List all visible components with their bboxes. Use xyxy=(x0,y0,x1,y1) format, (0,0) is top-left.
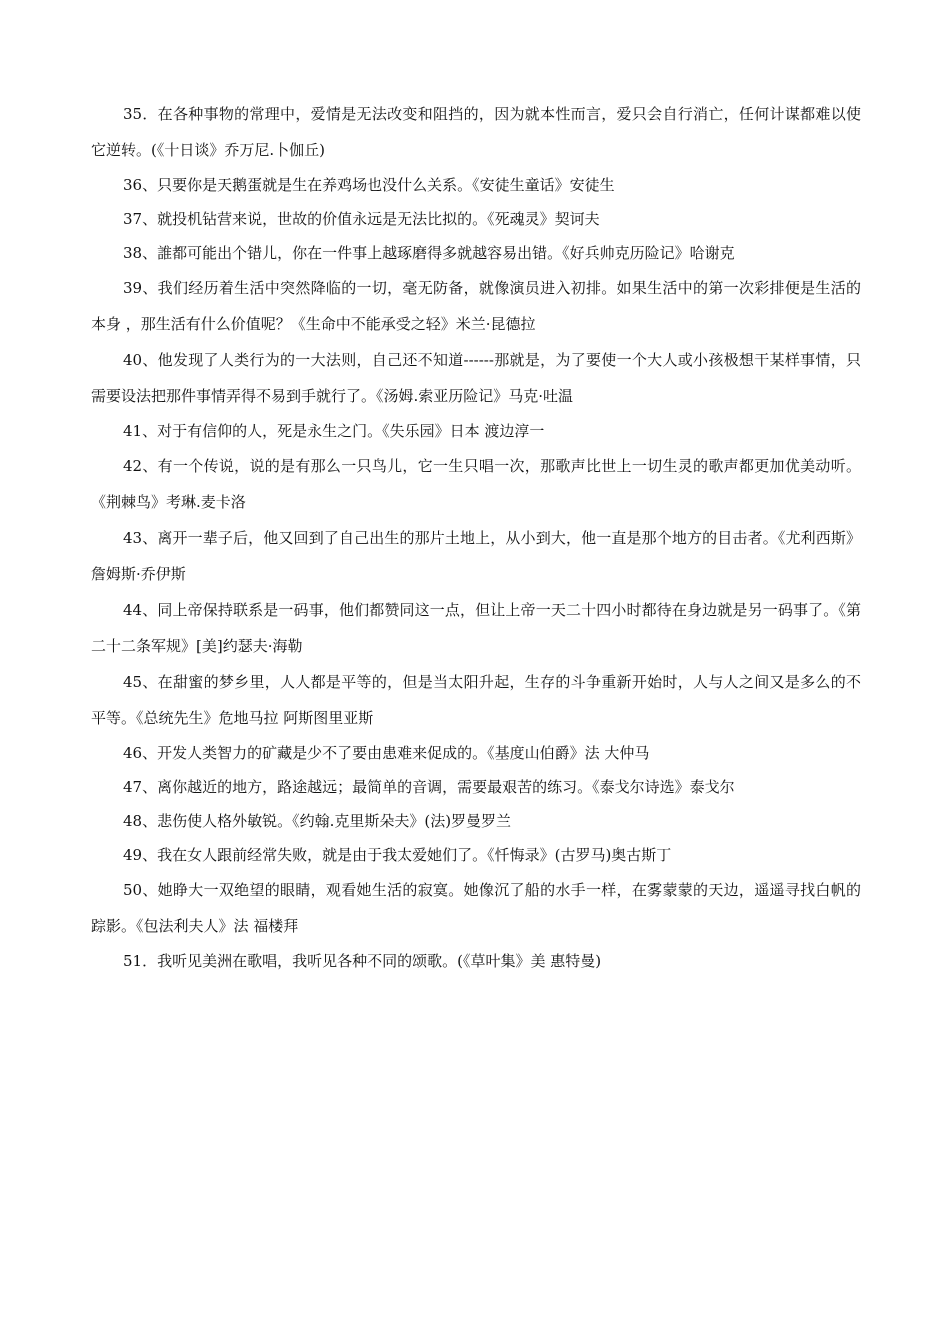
quote-43: 43、离开一辈子后，他又回到了自己出生的那片土地上，从小到大，他一直是那个地方的目击者。《尤利西斯》詹姆斯·乔伊斯 xyxy=(91,529,861,583)
quote-list xyxy=(91,96,861,978)
quote-37: 37、就投机钻营来说，世故的价值永远是无法比拟的。《死魂灵》契诃夫 xyxy=(123,210,600,228)
quote-36: 36、只要你是天鹅蛋就是生在养鸡场也没什么关系。《安徒生童话》安徒生 xyxy=(123,176,615,194)
quote-38: 38、誰都可能出个错儿，你在一件事上越琢磨得多就越容易出错。《好兵帅克历险记》哈谢克 xyxy=(123,244,735,262)
quote-46: 46、开发人类智力的矿藏是少不了要由患难来促成的。《基度山伯爵》法 大仲马 xyxy=(123,744,650,762)
quote-44: 44、同上帝保持联系是一码事，他们都赞同这一点，但让上帝一天二十四小时都待在身边就是另一码事了。《第二十二条军规》[美]约瑟夫·海勒 xyxy=(91,601,861,655)
quote-49: 49、我在女人跟前经常失败，就是由于我太爱她们了。《忏悔录》(古罗马)奥古斯丁 xyxy=(123,846,672,864)
quote-41: 41、对于有信仰的人，死是永生之门。《失乐园》日本 渡边淳一 xyxy=(123,422,545,440)
quote-39: 39、我们经历着生活中突然降临的一切，毫无防备，就像演员进入初排。如果生活中的第一次彩排便是生活的本身 ，那生活有什么价值呢？《生命中不能承受之轻》米兰·昆德拉 xyxy=(91,279,861,333)
quote-42: 42、有一个传说，说的是有那么一只鸟儿，它一生只唱一次，那歌声比世上一切生灵的歌声都更加优美动听。《荆棘鸟》考琳.麦卡洛 xyxy=(91,457,861,511)
quote-35: 35．在各种事物的常理中，爱情是无法改变和阻挡的，因为就本性而言，爱只会自行消亡，任何计谋都难以使它逆转。(《十日谈》乔万尼.卜伽丘) xyxy=(91,105,861,159)
quote-50: 50、她睁大一双绝望的眼睛，观看她生活的寂寞。她像沉了船的水手一样，在雾蒙蒙的天边，遥遥寻找白帆的踪影。《包法利夫人》法 福楼拜 xyxy=(91,881,861,935)
quote-47: 47、离你越近的地方，路途越远；最简单的音调，需要最艰苦的练习。《泰戈尔诗选》泰戈尔 xyxy=(123,778,735,796)
quote-45: 45、在甜蜜的梦乡里，人人都是平等的，但是当太阳升起，生存的斗争重新开始时，人与人之间又是多么的不平等。《总统先生》危地马拉 阿斯图里亚斯 xyxy=(91,673,861,727)
quote-51: 51．我听见美洲在歌唱，我听见各种不同的颂歌。(《草叶集》美 惠特曼) xyxy=(123,952,602,970)
quote-40: 40、他发现了人类行为的一大法则，自己还不知道------那就是，为了要使一个大人或小孩极想干某样事情，只需要设法把那件事情弄得不易到手就行了。《汤姆.索亚历险记》马克·吐温 xyxy=(91,351,861,405)
quote-48: 48、悲伤使人格外敏锐。《约翰.克里斯朵夫》(法)罗曼罗兰 xyxy=(123,812,512,830)
